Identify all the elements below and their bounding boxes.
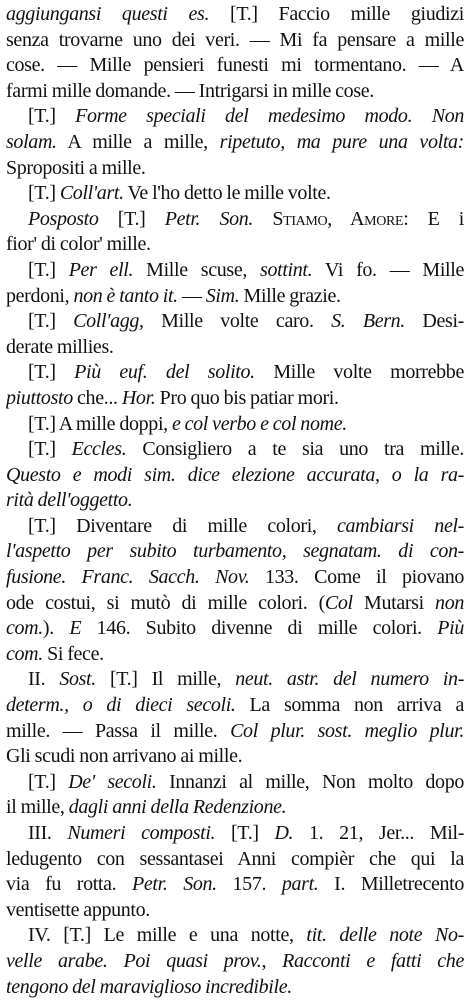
text-segment: Petr. Son. bbox=[164, 207, 254, 230]
text-segment: Mutarsi bbox=[352, 591, 436, 614]
text-segment: fusione. Franc. Sacch. Nov. bbox=[6, 566, 250, 589]
text-segment: [T.] bbox=[28, 361, 75, 384]
text-segment: cambiarsi nel- bbox=[337, 514, 464, 537]
text-segment bbox=[253, 208, 272, 230]
text-line bbox=[6, 667, 464, 693]
text-line bbox=[6, 104, 464, 130]
text-segment: Coll'agg, bbox=[73, 310, 144, 333]
text-segment: Mille scuse, bbox=[133, 258, 261, 281]
text-line bbox=[6, 207, 464, 233]
text-line bbox=[6, 744, 464, 770]
text-segment: Sost. bbox=[59, 668, 96, 691]
text-segment: Più bbox=[437, 617, 464, 640]
text-segment: [T.] bbox=[28, 770, 69, 793]
text-segment: Coll'art. bbox=[59, 182, 124, 205]
text-segment: sottint. bbox=[260, 258, 313, 281]
text-segment: tengono del maraviglioso incredibile. bbox=[6, 975, 292, 998]
text-segment: [T.] bbox=[215, 822, 275, 844]
text-line bbox=[6, 847, 464, 873]
text-segment: 1. 21, Jer... Mil- bbox=[293, 822, 464, 844]
text-segment: dagli anni della Redenzione. bbox=[68, 796, 287, 819]
text-segment: Pro quo bis patiar mori. bbox=[155, 386, 339, 409]
text-segment: Posposto bbox=[28, 207, 99, 230]
text-segment: Ve l'ho detto le mille volte. bbox=[123, 182, 331, 205]
text-segment: neut. astr. del numero in- bbox=[235, 668, 464, 691]
text-line bbox=[6, 335, 464, 361]
text-segment: mille. — Passa il mille. bbox=[6, 719, 231, 742]
text-line bbox=[6, 258, 464, 284]
text-line bbox=[6, 719, 464, 745]
text-line bbox=[6, 821, 464, 847]
text-segment: 157. bbox=[216, 873, 282, 896]
text-segment: Vi fo. — Mille bbox=[312, 258, 464, 281]
text-line bbox=[6, 232, 464, 258]
text-segment: Eccles. bbox=[71, 438, 127, 461]
text-segment: il mille, bbox=[6, 796, 69, 819]
text-segment: Mille volte caro. bbox=[143, 310, 332, 333]
text-segment: Innanzi al mille, Non molto dopo bbox=[156, 770, 464, 793]
text-segment: 146. Subito divenne di mille colori. bbox=[81, 617, 438, 640]
text-segment: Sim. bbox=[205, 284, 240, 307]
text-segment: ripetuto, ma pure una volta: bbox=[219, 130, 464, 153]
text-segment: II. bbox=[28, 668, 60, 691]
text-segment: [T.] A mille doppi, bbox=[28, 412, 172, 435]
text-segment: piuttosto bbox=[6, 386, 73, 409]
text-segment: part. bbox=[281, 873, 319, 896]
text-line bbox=[6, 642, 464, 668]
text-segment: velle arabe. Poi quasi prov. bbox=[6, 949, 262, 972]
text-segment: A mille a mille, bbox=[56, 130, 220, 153]
text-segment: com. bbox=[6, 617, 43, 640]
text-segment: [T.] bbox=[28, 438, 72, 461]
text-segment: rità dell'oggetto. bbox=[6, 489, 133, 512]
text-segment: cose. — Mille pensieri funesti mi tormentano. — A bbox=[6, 54, 464, 77]
text-segment: fior' di color' mille. bbox=[6, 233, 151, 256]
text-line bbox=[6, 795, 464, 821]
text-segment: [T.] Diventare di mille colori, bbox=[28, 514, 337, 537]
text-segment: [T.] bbox=[98, 207, 165, 230]
text-segment: Desi- bbox=[404, 310, 464, 333]
text-segment: Questo e modi sim. dice elezione accurata, o la ra- bbox=[6, 463, 464, 486]
text-line bbox=[6, 386, 464, 412]
text-line bbox=[6, 156, 464, 182]
text-line bbox=[6, 770, 464, 796]
text-segment: [T.] bbox=[28, 258, 69, 281]
text-segment: solam. bbox=[6, 130, 57, 153]
text-segment: ). bbox=[42, 617, 70, 640]
text-line bbox=[6, 514, 464, 540]
text-segment: , bbox=[261, 949, 283, 972]
text-segment: e col verbo e col nome. bbox=[171, 412, 347, 435]
text-segment: Racconti e fatti che bbox=[282, 949, 464, 972]
text-line bbox=[6, 565, 464, 591]
text-line bbox=[6, 923, 464, 949]
text-segment: Mille grazie. bbox=[239, 284, 341, 307]
text-line bbox=[6, 130, 464, 156]
text-segment: La somma non arriva a bbox=[235, 694, 464, 717]
text-segment: IV. [T.] Le mille e una notte, bbox=[28, 924, 307, 947]
text-segment: Consigliero a te sia uno tra mille. bbox=[126, 438, 464, 461]
text-segment: ledugento con sessantasei Anni compièr che qui la bbox=[6, 847, 464, 870]
text-segment: [T.] bbox=[28, 182, 60, 205]
text-segment: determ., o di dieci secoli. bbox=[6, 694, 236, 717]
text-segment: : E i bbox=[403, 207, 464, 230]
text-segment: Stiamo, Amore bbox=[272, 207, 404, 230]
text-segment: Si fece. bbox=[42, 642, 104, 665]
text-line bbox=[6, 360, 464, 386]
text-segment: perdoni, bbox=[6, 284, 74, 307]
text-line bbox=[6, 463, 464, 489]
text-segment: tit. delle note No- bbox=[306, 924, 464, 947]
text-segment: Per ell. bbox=[68, 258, 134, 281]
text-line bbox=[6, 53, 464, 79]
text-segment: ode costui, si mutò di mille colori. ( bbox=[6, 591, 325, 614]
text-segment: non bbox=[435, 591, 464, 614]
text-line bbox=[6, 949, 464, 975]
text-line bbox=[6, 616, 464, 642]
text-segment: l'aspetto per subito turbamento, segnatam. di con- bbox=[6, 540, 464, 563]
text-segment: ventisette appunto. bbox=[6, 898, 150, 921]
text-segment: [T.] bbox=[28, 105, 76, 128]
text-line bbox=[6, 898, 464, 924]
text-line bbox=[6, 412, 464, 438]
text-segment: Petr. Son. bbox=[132, 873, 217, 896]
text-line bbox=[6, 975, 464, 1000]
text-line bbox=[6, 79, 464, 105]
text-line bbox=[6, 2, 464, 28]
text-segment: aggiungansi questi es. bbox=[6, 3, 210, 25]
dictionary-page bbox=[6, 2, 464, 1000]
text-segment: farmi mille domande. — Intrigarsi in mille cose. bbox=[6, 79, 374, 102]
text-segment: Numeri composti. bbox=[67, 822, 216, 844]
text-segment: Hor. bbox=[121, 386, 156, 409]
text-segment: S. Bern. bbox=[331, 310, 405, 333]
text-segment: Gli scudi non arrivano ai mille. bbox=[6, 745, 243, 768]
text-segment: [T.] Il mille, bbox=[95, 668, 236, 691]
text-line bbox=[6, 28, 464, 54]
text-segment: derate millies. bbox=[6, 335, 114, 358]
text-line bbox=[6, 591, 464, 617]
text-line bbox=[6, 309, 464, 335]
text-segment: via fu rotta. bbox=[6, 873, 133, 896]
text-line bbox=[6, 181, 464, 207]
text-segment: [T.] Faccio mille giudizi bbox=[209, 3, 464, 25]
text-segment: [T.] bbox=[28, 310, 74, 333]
text-segment: Mille volte morrebbe bbox=[254, 361, 464, 384]
text-segment: Più euf. del solito. bbox=[74, 361, 255, 384]
text-segment: 133. Come il piovano bbox=[249, 566, 464, 589]
text-segment: senza trovarne uno dei veri. — Mi fa pensare a mille bbox=[6, 28, 464, 51]
text-segment: Spropositi a mille. bbox=[6, 156, 146, 179]
text-segment: D. bbox=[274, 822, 294, 844]
text-segment: non è tanto it. bbox=[73, 284, 178, 307]
text-segment: Forme speciali del medesimo modo. Non bbox=[75, 105, 464, 128]
text-line bbox=[6, 872, 464, 898]
text-segment: com. bbox=[6, 642, 43, 665]
text-segment: Col plur. sost. meglio plur. bbox=[230, 719, 464, 742]
text-line bbox=[6, 437, 464, 463]
text-line bbox=[6, 693, 464, 719]
text-segment: E bbox=[69, 617, 82, 640]
text-segment: Col bbox=[324, 591, 353, 614]
text-line bbox=[6, 539, 464, 565]
text-line bbox=[6, 284, 464, 310]
text-segment: — bbox=[177, 284, 206, 307]
text-segment: De' secoli. bbox=[68, 770, 157, 793]
text-segment: III. bbox=[28, 822, 68, 844]
text-line bbox=[6, 488, 464, 514]
text-segment: I. Milletrecento bbox=[318, 873, 464, 896]
text-segment: che... bbox=[72, 386, 122, 409]
